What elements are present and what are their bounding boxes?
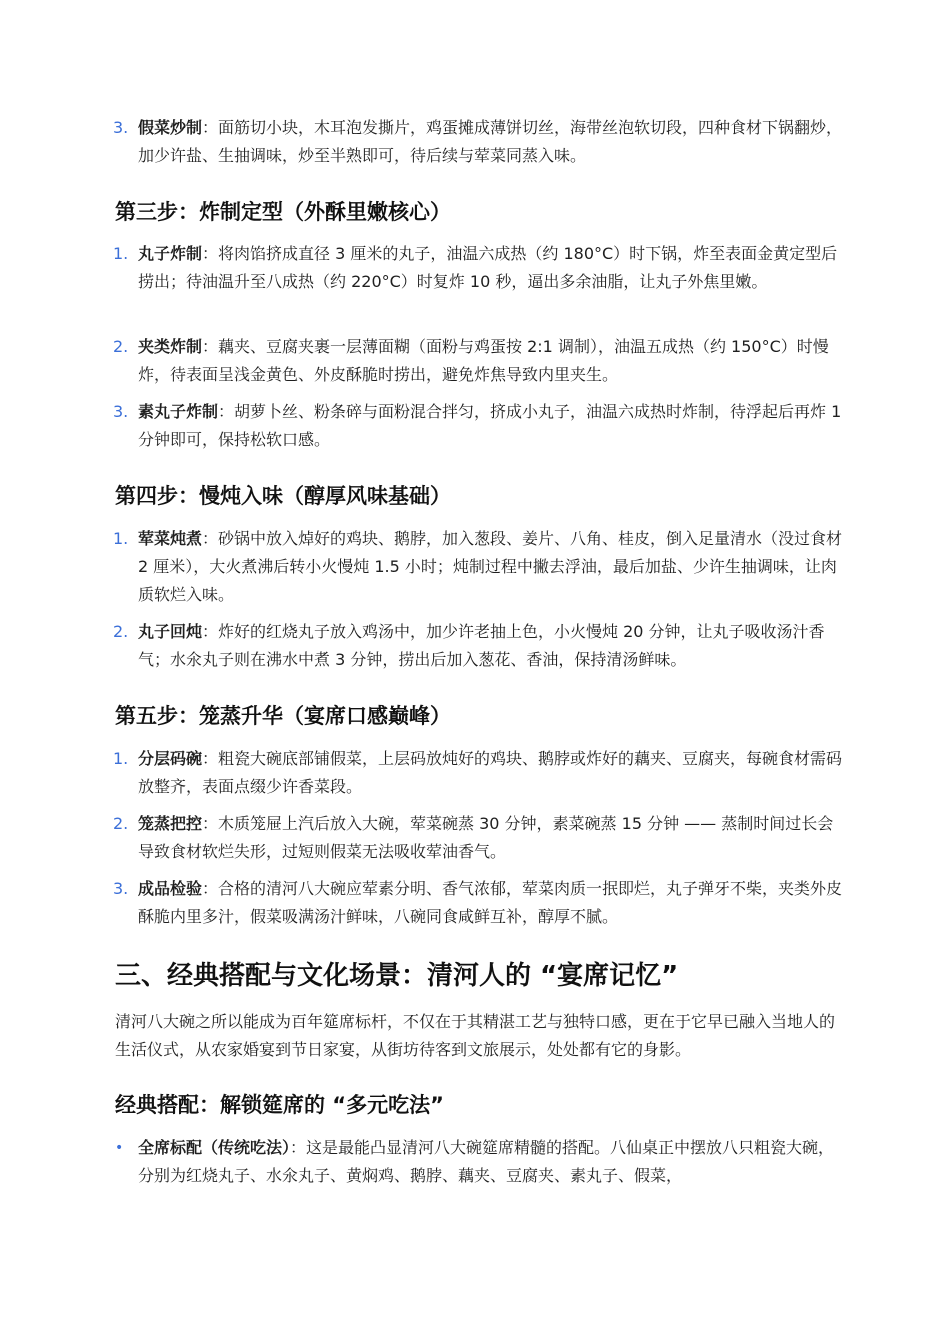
list-term: 全席标配（传统吃法） <box>138 1138 291 1157</box>
list-text: ：这是最能凸显清河八大碗筵席精髓的搭配。八仙桌正中摆放八只粗瓷大碗，分别为红烧丸子、水氽丸子、黄焖鸡、鹅脖、藕夹、豆腐夹、素丸子、假菜， <box>138 1138 835 1185</box>
list-text: ：合格的清河八大碗应荤素分明、香气浓郁，荤菜肉质一抿即烂，丸子弹牙不柴，夹类外皮酥脆内里多汁，假菜吸满汤汁鲜味，八碗同食咸鲜互补，醇厚不腻。 <box>138 879 843 926</box>
list-number: 1. <box>113 244 129 263</box>
list-text: ：将肉馅挤成直径 3 厘米的丸子，油温六成热（约 180°C）时下锅，炸至表面金黄定型后捞出；待油温升至八成热（约 220°C）时复炸 10 秒，逼出多余油脂，让丸子外焦里嫩。 <box>138 244 838 291</box>
list-text: ：砂锅中放入焯好的鸡块、鹅脖，加入葱段、姜片、八角、桂皮，倒入足量清水（没过食材 2 厘米），大火煮沸后转小火慢炖 1.5 小时；炖制过程中撇去浮油，最后加盐、少许生抽调味，让肉质软烂入味。 <box>138 529 843 604</box>
list-item <box>113 525 843 609</box>
list-item <box>113 240 843 296</box>
list-item <box>113 618 843 674</box>
list-item <box>113 1134 843 1190</box>
list-term: 丸子炸制 <box>138 244 203 263</box>
section-heading: 第四步：慢炖入味（醇厚风味基础） <box>115 484 451 508</box>
section-heading: 第三步：炸制定型（外酥里嫩核心） <box>115 200 451 224</box>
list-item <box>113 875 843 931</box>
section-heading: 经典搭配：解锁筵席的 “多元吃法” <box>115 1093 444 1117</box>
paragraph: 清河八大碗之所以能成为百年筵席标杆，不仅在于其精湛工艺与独特口感，更在于它早已融入当地人的生活仪式，从农家婚宴到节日家宴，从街坊待客到文旅展示，处处都有它的身影。 <box>115 1012 836 1059</box>
list-number: 2. <box>113 622 129 641</box>
list-term: 分层码碗 <box>138 749 203 768</box>
list-term: 假菜炒制 <box>138 118 203 137</box>
list-text: ：藕夹、豆腐夹裹一层薄面糊（面粉与鸡蛋按 2:1 调制），油温五成热（约 150°C）时慢炸，待表面呈浅金黄色、外皮酥脆时捞出，避免炸焦导致内里夹生。 <box>138 337 829 384</box>
list-text: ：炸好的红烧丸子放入鸡汤中，加少许老抽上色，小火慢炖 20 分钟，让丸子吸收汤汁香气；水氽丸子则在沸水中煮 3 分钟，捞出后加入葱花、香油，保持清汤鲜味。 <box>138 622 825 669</box>
list-number: 2. <box>113 337 129 356</box>
list-item <box>113 810 843 866</box>
list-number: 3. <box>113 402 129 421</box>
list-text: ：面筋切小块，木耳泡发撕片，鸡蛋摊成薄饼切丝，海带丝泡软切段，四种食材下锅翻炒，加少许盐、生抽调味，炒至半熟即可，待后续与荤菜同蒸入味。 <box>138 118 843 165</box>
list-number: 2. <box>113 814 129 833</box>
list-term: 夹类炸制 <box>138 337 203 356</box>
list-text: ：粗瓷大碗底部铺假菜，上层码放炖好的鸡块、鹅脖或炸好的藕夹、豆腐夹，每碗食材需码放整齐，表面点缀少许香菜段。 <box>138 749 843 796</box>
list-number: 3. <box>113 118 129 137</box>
section-heading: 第五步：笼蒸升华（宴席口感巅峰） <box>115 704 451 728</box>
list-term: 荤菜炖煮 <box>138 529 203 548</box>
list-number: 1. <box>113 529 129 548</box>
list-number: 1. <box>113 749 129 768</box>
list-term: 成品检验 <box>138 879 203 898</box>
list-item <box>113 745 843 801</box>
list-text: ：木质笼屉上汽后放入大碗，荤菜碗蒸 30 分钟，素菜碗蒸 15 分钟 —— 蒸制时间过长会导致食材软烂失形，过短则假菜无法吸收荤油香气。 <box>138 814 834 861</box>
list-item <box>113 333 843 389</box>
chapter-heading: 三、经典搭配与文化场景：清河人的 “宴席记忆” <box>115 961 679 991</box>
list-term: 丸子回炖 <box>138 622 203 641</box>
bullet-icon: • <box>115 1140 124 1156</box>
list-term: 素丸子炸制 <box>138 402 219 421</box>
list-number: 3. <box>113 879 129 898</box>
list-text: ：胡萝卜丝、粉条碎与面粉混合拌匀，挤成小丸子，油温六成热时炸制，待浮起后再炸 1 分钟即可，保持松软口感。 <box>138 402 842 449</box>
list-item <box>113 114 843 170</box>
list-item <box>113 398 843 454</box>
list-term: 笼蒸把控 <box>138 814 203 833</box>
